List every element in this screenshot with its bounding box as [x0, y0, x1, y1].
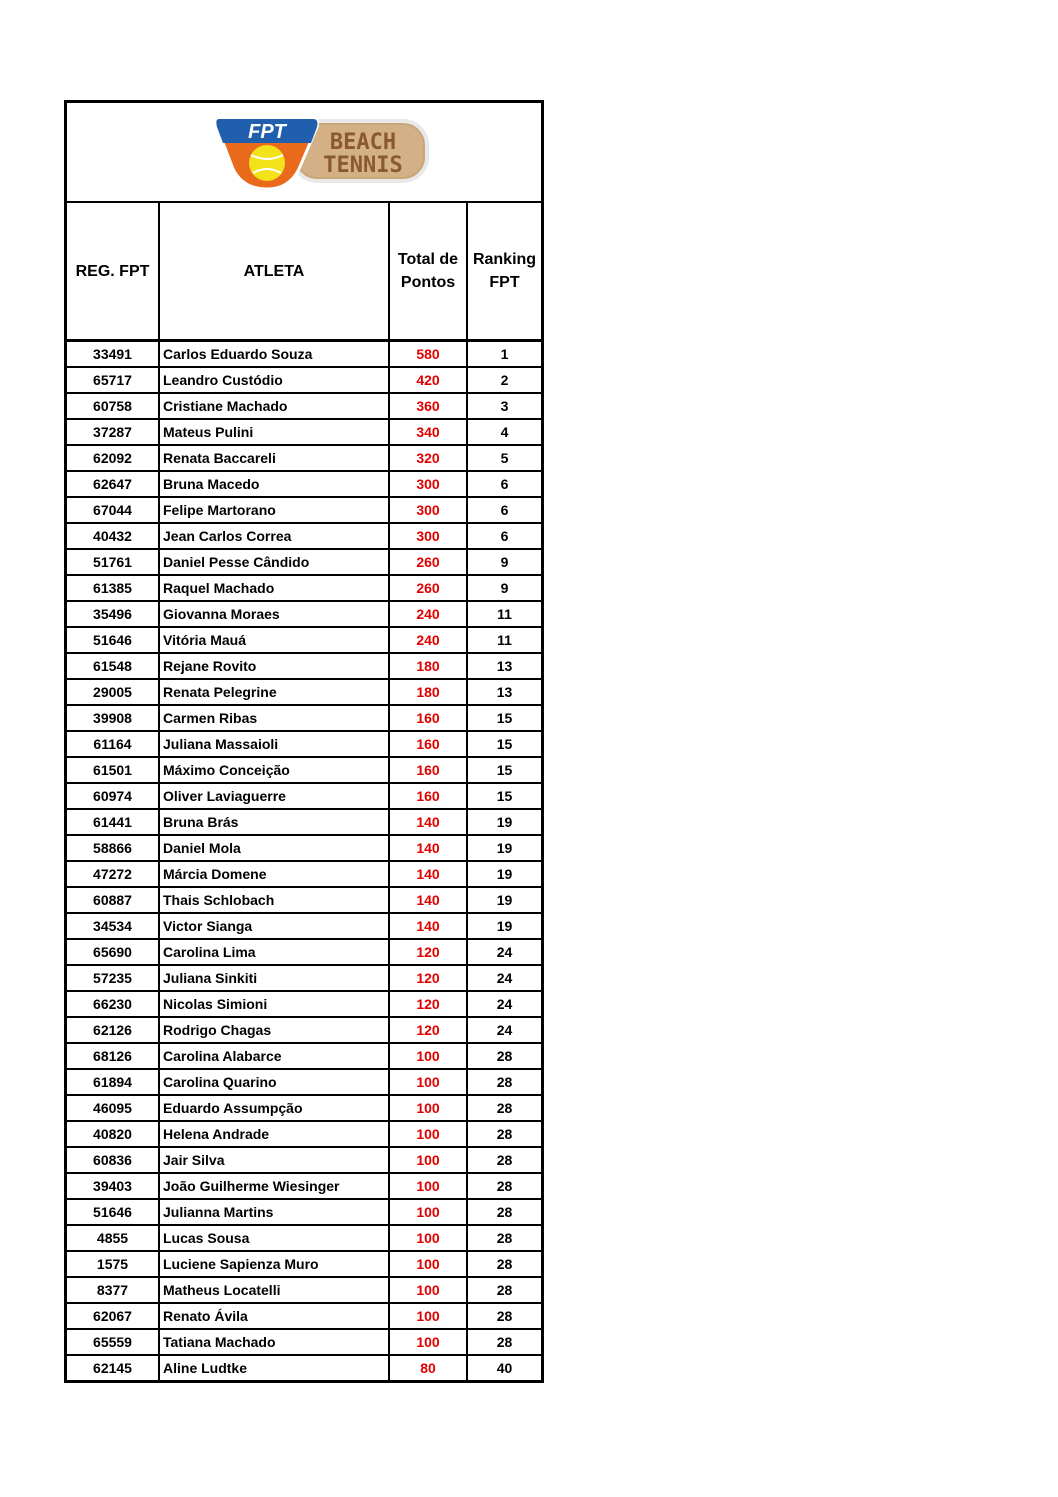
reg-cell: 51761 — [67, 549, 159, 575]
rank-cell: 24 — [467, 939, 541, 965]
rank-cell: 9 — [467, 549, 541, 575]
rank-cell: 15 — [467, 783, 541, 809]
table-row — [67, 705, 541, 731]
table-row — [67, 627, 541, 653]
table-row — [67, 1017, 541, 1043]
points-cell: 140 — [389, 887, 467, 913]
points-cell: 140 — [389, 861, 467, 887]
points-cell: 120 — [389, 1017, 467, 1043]
reg-cell: 62092 — [67, 445, 159, 471]
athlete-name-cell: Renata Baccareli — [159, 445, 389, 471]
rank-cell: 28 — [467, 1173, 541, 1199]
rank-cell: 13 — [467, 653, 541, 679]
athlete-name-cell: Jair Silva — [159, 1147, 389, 1173]
points-cell: 420 — [389, 367, 467, 393]
rank-cell: 28 — [467, 1121, 541, 1147]
rank-cell: 13 — [467, 679, 541, 705]
table-row — [67, 887, 541, 913]
points-cell: 120 — [389, 965, 467, 991]
points-cell: 120 — [389, 991, 467, 1017]
points-cell: 180 — [389, 653, 467, 679]
rank-cell: 28 — [467, 1251, 541, 1277]
points-cell: 160 — [389, 731, 467, 757]
reg-cell: 61385 — [67, 575, 159, 601]
points-cell: 100 — [389, 1147, 467, 1173]
table-row — [67, 913, 541, 939]
athlete-name-cell: Jean Carlos Correa — [159, 523, 389, 549]
points-cell: 100 — [389, 1043, 467, 1069]
logo-abbr: FPT — [248, 121, 286, 143]
rank-cell: 6 — [467, 523, 541, 549]
reg-cell: 8377 — [67, 1277, 159, 1303]
points-cell: 100 — [389, 1199, 467, 1225]
points-cell: 160 — [389, 783, 467, 809]
reg-cell: 67044 — [67, 497, 159, 523]
athlete-name-cell: Juliana Sinkiti — [159, 965, 389, 991]
athlete-name-cell: Helena Andrade — [159, 1121, 389, 1147]
table-row — [67, 1121, 541, 1147]
reg-cell: 65717 — [67, 367, 159, 393]
athlete-name-cell: Vitória Mauá — [159, 627, 389, 653]
table-row — [67, 1225, 541, 1251]
athlete-name-cell: Thais Schlobach — [159, 887, 389, 913]
table-row — [67, 1069, 541, 1095]
rank-cell: 3 — [467, 393, 541, 419]
points-cell: 240 — [389, 627, 467, 653]
rank-cell: 15 — [467, 757, 541, 783]
tennis-ball-icon — [249, 145, 285, 181]
table-row — [67, 861, 541, 887]
rank-cell: 4 — [467, 419, 541, 445]
athlete-name-cell: Cristiane Machado — [159, 393, 389, 419]
points-cell: 100 — [389, 1069, 467, 1095]
table-row — [67, 1355, 541, 1380]
table-row — [67, 939, 541, 965]
table-row — [67, 1329, 541, 1355]
header-reg: REG. FPT — [67, 203, 159, 341]
athlete-name-cell: Felipe Martorano — [159, 497, 389, 523]
points-cell: 320 — [389, 445, 467, 471]
reg-cell: 61894 — [67, 1069, 159, 1095]
athlete-name-cell: Lucas Sousa — [159, 1225, 389, 1251]
table-row — [67, 1199, 541, 1225]
reg-cell: 62647 — [67, 471, 159, 497]
reg-cell: 39908 — [67, 705, 159, 731]
points-cell: 100 — [389, 1121, 467, 1147]
athlete-name-cell: Rodrigo Chagas — [159, 1017, 389, 1043]
reg-cell: 40820 — [67, 1121, 159, 1147]
logo-line2: TENNIS — [323, 153, 403, 178]
athlete-name-cell: Daniel Pesse Cândido — [159, 549, 389, 575]
points-cell: 300 — [389, 471, 467, 497]
athlete-name-cell: Carmen Ribas — [159, 705, 389, 731]
athlete-name-cell: Daniel Mola — [159, 835, 389, 861]
table-row — [67, 1147, 541, 1173]
athlete-name-cell: Matheus Locatelli — [159, 1277, 389, 1303]
rank-cell: 19 — [467, 887, 541, 913]
athlete-name-cell: Carolina Alabarce — [159, 1043, 389, 1069]
points-cell: 100 — [389, 1173, 467, 1199]
reg-cell: 61441 — [67, 809, 159, 835]
table-row — [67, 367, 541, 393]
rank-cell: 24 — [467, 965, 541, 991]
reg-cell: 68126 — [67, 1043, 159, 1069]
athlete-name-cell: Eduardo Assumpção — [159, 1095, 389, 1121]
points-cell: 100 — [389, 1329, 467, 1355]
table-row — [67, 497, 541, 523]
reg-cell: 1575 — [67, 1251, 159, 1277]
points-cell: 100 — [389, 1225, 467, 1251]
reg-cell: 65690 — [67, 939, 159, 965]
athlete-name-cell: Raquel Machado — [159, 575, 389, 601]
athlete-name-cell: Carolina Lima — [159, 939, 389, 965]
reg-cell: 61501 — [67, 757, 159, 783]
reg-cell: 62067 — [67, 1303, 159, 1329]
reg-cell: 66230 — [67, 991, 159, 1017]
table-row — [67, 757, 541, 783]
points-cell: 340 — [389, 419, 467, 445]
reg-cell: 61164 — [67, 731, 159, 757]
points-cell: 580 — [389, 341, 467, 368]
athlete-name-cell: Renato Ávila — [159, 1303, 389, 1329]
rank-cell: 6 — [467, 471, 541, 497]
reg-cell: 60974 — [67, 783, 159, 809]
logo-line1: BEACH — [329, 130, 397, 155]
points-cell: 100 — [389, 1277, 467, 1303]
points-cell: 140 — [389, 809, 467, 835]
rank-cell: 24 — [467, 991, 541, 1017]
reg-cell: 33491 — [67, 341, 159, 368]
table-row — [67, 341, 541, 368]
table-row — [67, 393, 541, 419]
table-row — [67, 1095, 541, 1121]
rank-cell: 28 — [467, 1043, 541, 1069]
table-row — [67, 575, 541, 601]
reg-cell: 60758 — [67, 393, 159, 419]
rank-cell: 19 — [467, 913, 541, 939]
table-row — [67, 679, 541, 705]
table-row — [67, 1043, 541, 1069]
rank-cell: 2 — [467, 367, 541, 393]
points-cell: 260 — [389, 575, 467, 601]
athlete-name-cell: Renata Pelegrine — [159, 679, 389, 705]
table-row — [67, 731, 541, 757]
reg-cell: 40432 — [67, 523, 159, 549]
header-ranking: Ranking FPT — [467, 203, 541, 341]
ranking-sheet — [64, 100, 544, 1383]
table-row — [67, 991, 541, 1017]
reg-cell: 58866 — [67, 835, 159, 861]
fpt-beach-tennis-logo — [213, 111, 435, 191]
reg-cell: 4855 — [67, 1225, 159, 1251]
table-row — [67, 445, 541, 471]
reg-cell: 62126 — [67, 1017, 159, 1043]
table-row — [67, 419, 541, 445]
rank-cell: 15 — [467, 705, 541, 731]
table-row — [67, 1251, 541, 1277]
table-row — [67, 601, 541, 627]
athlete-name-cell: João Guilherme Wiesinger — [159, 1173, 389, 1199]
athlete-name-cell: Carolina Quarino — [159, 1069, 389, 1095]
rank-cell: 19 — [467, 809, 541, 835]
rank-cell: 28 — [467, 1199, 541, 1225]
athlete-name-cell: Bruna Macedo — [159, 471, 389, 497]
ranking-table — [67, 203, 541, 1380]
points-cell: 300 — [389, 523, 467, 549]
athlete-name-cell: Carlos Eduardo Souza — [159, 341, 389, 368]
athlete-name-cell: Tatiana Machado — [159, 1329, 389, 1355]
athlete-name-cell: Bruna Brás — [159, 809, 389, 835]
rank-cell: 40 — [496, 1360, 513, 1376]
reg-cell: 37287 — [67, 419, 159, 445]
athlete-name-cell: Leandro Custódio — [159, 367, 389, 393]
table-row — [67, 1277, 541, 1303]
rank-cell: 28 — [467, 1277, 541, 1303]
reg-cell: 60887 — [67, 887, 159, 913]
rank-cell: 28 — [467, 1147, 541, 1173]
logo-cell — [67, 103, 541, 203]
athlete-name-cell: Márcia Domene — [159, 861, 389, 887]
reg-cell: 35496 — [67, 601, 159, 627]
points-cell: 160 — [389, 705, 467, 731]
table-row — [67, 1303, 541, 1329]
reg-cell: 65559 — [67, 1329, 159, 1355]
table-row — [67, 471, 541, 497]
rank-cell: 6 — [467, 497, 541, 523]
reg-cell: 39403 — [67, 1173, 159, 1199]
rank-cell: 19 — [467, 835, 541, 861]
header-row — [67, 203, 541, 341]
reg-cell: 57235 — [67, 965, 159, 991]
rank-cell: 28 — [467, 1225, 541, 1251]
athlete-name-cell: Máximo Conceição — [159, 757, 389, 783]
points-cell: 360 — [389, 393, 467, 419]
rank-cell: 11 — [467, 627, 541, 653]
athlete-name-cell: Rejane Rovito — [159, 653, 389, 679]
points-cell: 100 — [389, 1095, 467, 1121]
table-row — [67, 783, 541, 809]
points-cell: 140 — [389, 913, 467, 939]
reg-cell: 60836 — [67, 1147, 159, 1173]
rank-cell: 11 — [467, 601, 541, 627]
reg-cell: 51646 — [67, 1199, 159, 1225]
header-atleta: ATLETA — [159, 203, 389, 341]
points-cell: 160 — [389, 757, 467, 783]
table-row — [67, 809, 541, 835]
athlete-name-cell: Nicolas Simioni — [159, 991, 389, 1017]
points-cell: 140 — [389, 835, 467, 861]
table-row — [67, 835, 541, 861]
rank-cell: 15 — [467, 731, 541, 757]
points-cell: 240 — [389, 601, 467, 627]
athlete-name-cell: Juliana Massaioli — [159, 731, 389, 757]
reg-cell: 61548 — [67, 653, 159, 679]
athlete-name-cell: Julianna Martins — [159, 1199, 389, 1225]
points-cell: 80 — [389, 1355, 467, 1380]
table-row — [67, 523, 541, 549]
athlete-name-cell: Victor Sianga — [159, 913, 389, 939]
rank-cell: 1 — [467, 341, 541, 368]
points-cell: 100 — [389, 1251, 467, 1277]
rank-cell: 5 — [467, 445, 541, 471]
reg-cell: 47272 — [67, 861, 159, 887]
table-row — [67, 549, 541, 575]
reg-cell: 62145 — [67, 1355, 159, 1380]
rank-cell: 19 — [467, 861, 541, 887]
points-cell: 180 — [389, 679, 467, 705]
athlete-name-cell: Oliver Laviaguerre — [159, 783, 389, 809]
athlete-name-cell: Luciene Sapienza Muro — [159, 1251, 389, 1277]
rank-cell: 28 — [467, 1069, 541, 1095]
reg-cell: 51646 — [67, 627, 159, 653]
athlete-name-cell: Giovanna Moraes — [159, 601, 389, 627]
points-cell: 260 — [389, 549, 467, 575]
header-total: Total de Pontos — [389, 203, 467, 341]
rank-cell: 28 — [467, 1329, 541, 1355]
rank-cell: 28 — [467, 1095, 541, 1121]
points-cell: 100 — [389, 1303, 467, 1329]
table-row — [67, 653, 541, 679]
reg-cell: 46095 — [67, 1095, 159, 1121]
points-cell: 300 — [389, 497, 467, 523]
athlete-name-cell: Aline Ludtke — [159, 1355, 389, 1380]
reg-cell: 29005 — [67, 679, 159, 705]
points-cell: 120 — [389, 939, 467, 965]
rank-cell: 9 — [467, 575, 541, 601]
rank-cell: 24 — [467, 1017, 541, 1043]
table-row — [67, 1173, 541, 1199]
table-row — [67, 965, 541, 991]
rank-cell: 28 — [467, 1303, 541, 1329]
athlete-name-cell: Mateus Pulini — [159, 419, 389, 445]
reg-cell: 34534 — [67, 913, 159, 939]
